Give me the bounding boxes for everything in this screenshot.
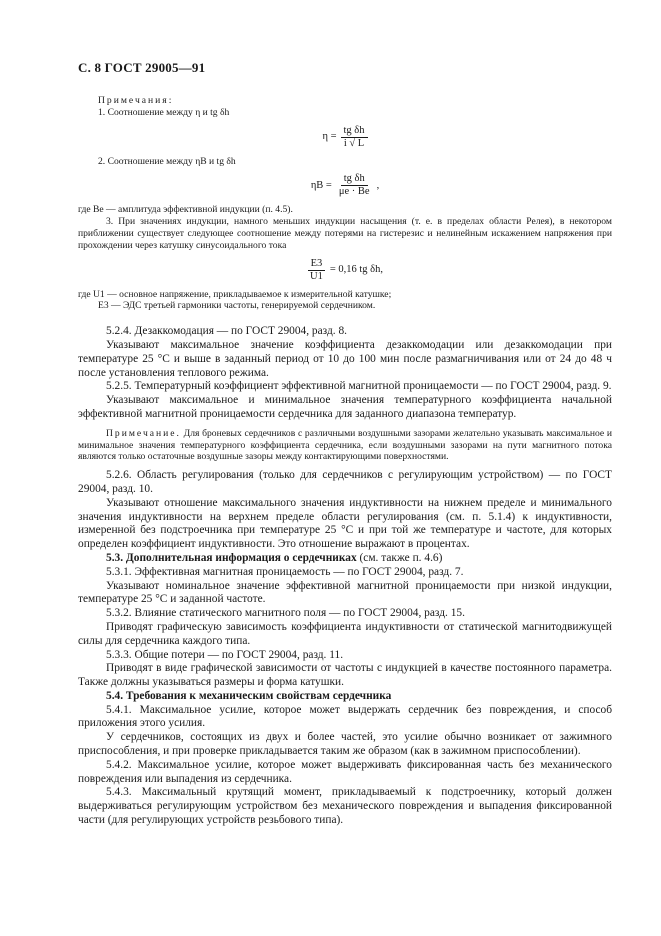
formula-3	[78, 258, 612, 283]
section-5-2-5-text: Указывают максимальное и минимальное значения температурного коэффициента начальной эффективной магнитной проницаемости сердечника для заданного диапазона температур.	[78, 394, 612, 420]
section-5-2-4: 5.2.4. Дезаккомодация — по ГОСТ 29004, разд. 8.	[106, 325, 348, 338]
section-5-4-2: 5.4.2. Максимальное усилие, которое может выдерживать фиксированная часть без механического повреждения или выпадения из сердечника.	[78, 758, 612, 785]
formula-1-lhs: η =	[322, 131, 337, 143]
formula-1-numerator: tg δh	[341, 125, 368, 138]
section-5-2-4-text: Указывают максимальное значение коэффициента дезаккомодации или дезаккомодации при температуре 25 °С и выше в заданный период от 10 до 100 мин после размагничивания или от 24 до 48 ч после установления теплового режима.	[78, 338, 612, 379]
section-note	[78, 428, 612, 463]
section-5-3-ref: (см. также п. 4.6)	[356, 551, 443, 564]
notes-heading: Примечания:	[98, 95, 174, 106]
section-5-3-1-text: Указывают номинальное значение эффективной магнитной проницаемости при низкой индукции, температуре 25 °С и заданной частоте.	[78, 579, 612, 606]
section-5-4-1-text: У сердечников, состоящих из двух и более частей, это усилие обычно возникает от зажимного приспособления, и при проверке прикладывается таким же образом (как в зажимном приспособлении).	[78, 731, 612, 758]
section-5-3-2-text: Приводят графическую зависимость коэффициента индуктивности от статической магнитодвижущей силы для сердечника каждого типа.	[78, 620, 612, 647]
note-1: 1. Соотношение между η и tg δh	[98, 106, 230, 118]
section-5-3-3: 5.3.3. Общие потери — по ГОСТ 29004, разд. 11.	[106, 648, 344, 661]
where-e3: E3 — ЭДС третьей гармоники частоты, генерируемой сердечником.	[98, 300, 376, 312]
where-be: где Be — амплитуда эффективной индукции (п. 4.5).	[78, 204, 293, 216]
formula-3-fraction	[307, 258, 326, 283]
section-note-label: Примечание.	[106, 427, 181, 439]
formula-2-fraction	[336, 173, 373, 198]
section-5-2-6-text: Указывают отношение максимального значения индуктивности на нижнем пределе и минимального значения индуктивности на верхнем пределе области регулирования (см. п. 5.1.4) к индуктивности, измеренной без подстроечника при температуре 25 °С и при той же температуре и частоте, для которых определен коэффициент индуктивности. Это отношение выражают в процентах.	[78, 496, 612, 551]
formula-2-lhs: ηB =	[310, 179, 332, 191]
section-5-2-6: 5.2.6. Область регулирования (только для сердечников с регулирующим устройством) — по ГОСТ 29004, разд. 10.	[78, 469, 612, 495]
section-5-3-3-text: Приводят в виде графической зависимости от частоты с индукцией в качестве постоянного параметра. Также должны указываться размеры и форма катушки.	[78, 662, 612, 689]
note-2: 2. Соотношение между ηB и tg δh	[98, 155, 236, 167]
section-note-text: Для броневых сердечников с различными воздушными зазорами желательно указывать максимальное и минимальное значения температурного коэффициента сердечника, если воздушными зазорами на пути магнитного потока являются только остаточные воздушные зазоры между контактирующими поверхностями.	[78, 427, 612, 463]
section-5-4-3: 5.4.3. Максимальный крутящий момент, прикладываемый к подстроечнику, который должен выдерживаться регулирующим устройством без механического повреждения и выпадения фиксированной части (для регулирующих устройств резьбового типа).	[78, 786, 612, 827]
page-header: С. 8 ГОСТ 29005—91	[78, 60, 206, 75]
notes-block	[78, 95, 612, 312]
section-5-3-2: 5.3.2. Влияние статического магнитного поля — по ГОСТ 29004, разд. 15.	[106, 607, 465, 620]
where-u1: где U1 — основное напряжение, прикладываемое к измерительной катушке;	[78, 288, 392, 300]
page-content	[78, 95, 612, 828]
formula-1-fraction	[341, 125, 368, 150]
section-5-3	[78, 552, 612, 566]
formula-1	[78, 125, 612, 150]
formula-2-tail: ,	[376, 179, 380, 191]
formula-3-rhs: = 0,16 tg δh,	[329, 264, 383, 276]
formula-2-denominator: μe · Be	[338, 186, 370, 198]
formula-3-denominator: U1	[309, 270, 323, 282]
formula-2-numerator: tg δh	[341, 173, 368, 186]
section-5-4: 5.4. Требования к механическим свойствам сердечника	[106, 689, 392, 702]
formula-1-denominator: i √ L	[343, 137, 365, 149]
formula-3-numerator: E3	[308, 258, 326, 271]
section-5-2-5: 5.2.5. Температурный коэффициент эффективной магнитной проницаемости — по ГОСТ 29004, разд. 9.	[106, 380, 612, 393]
section-5-4-1: 5.4.1. Максимальное усилие, которое может выдержать сердечник без повреждения, и способ приложения этого усилия.	[78, 703, 612, 730]
note-3: 3. При значениях индукции, намного меньших индукции насыщения (т. е. в пределах области Релея), в некотором приближении существует следующее соотношение между потерями на гистерезис и нелинейным искажением напряжения при прохождении через катушку синусоидального тока	[78, 216, 612, 251]
section-5-3-1: 5.3.1. Эффективная магнитная проницаемость — по ГОСТ 29004, разд. 7.	[106, 565, 464, 578]
section-5-3-title: 5.3. Дополнительная информация о сердечниках	[106, 551, 357, 564]
formula-2	[78, 173, 612, 198]
